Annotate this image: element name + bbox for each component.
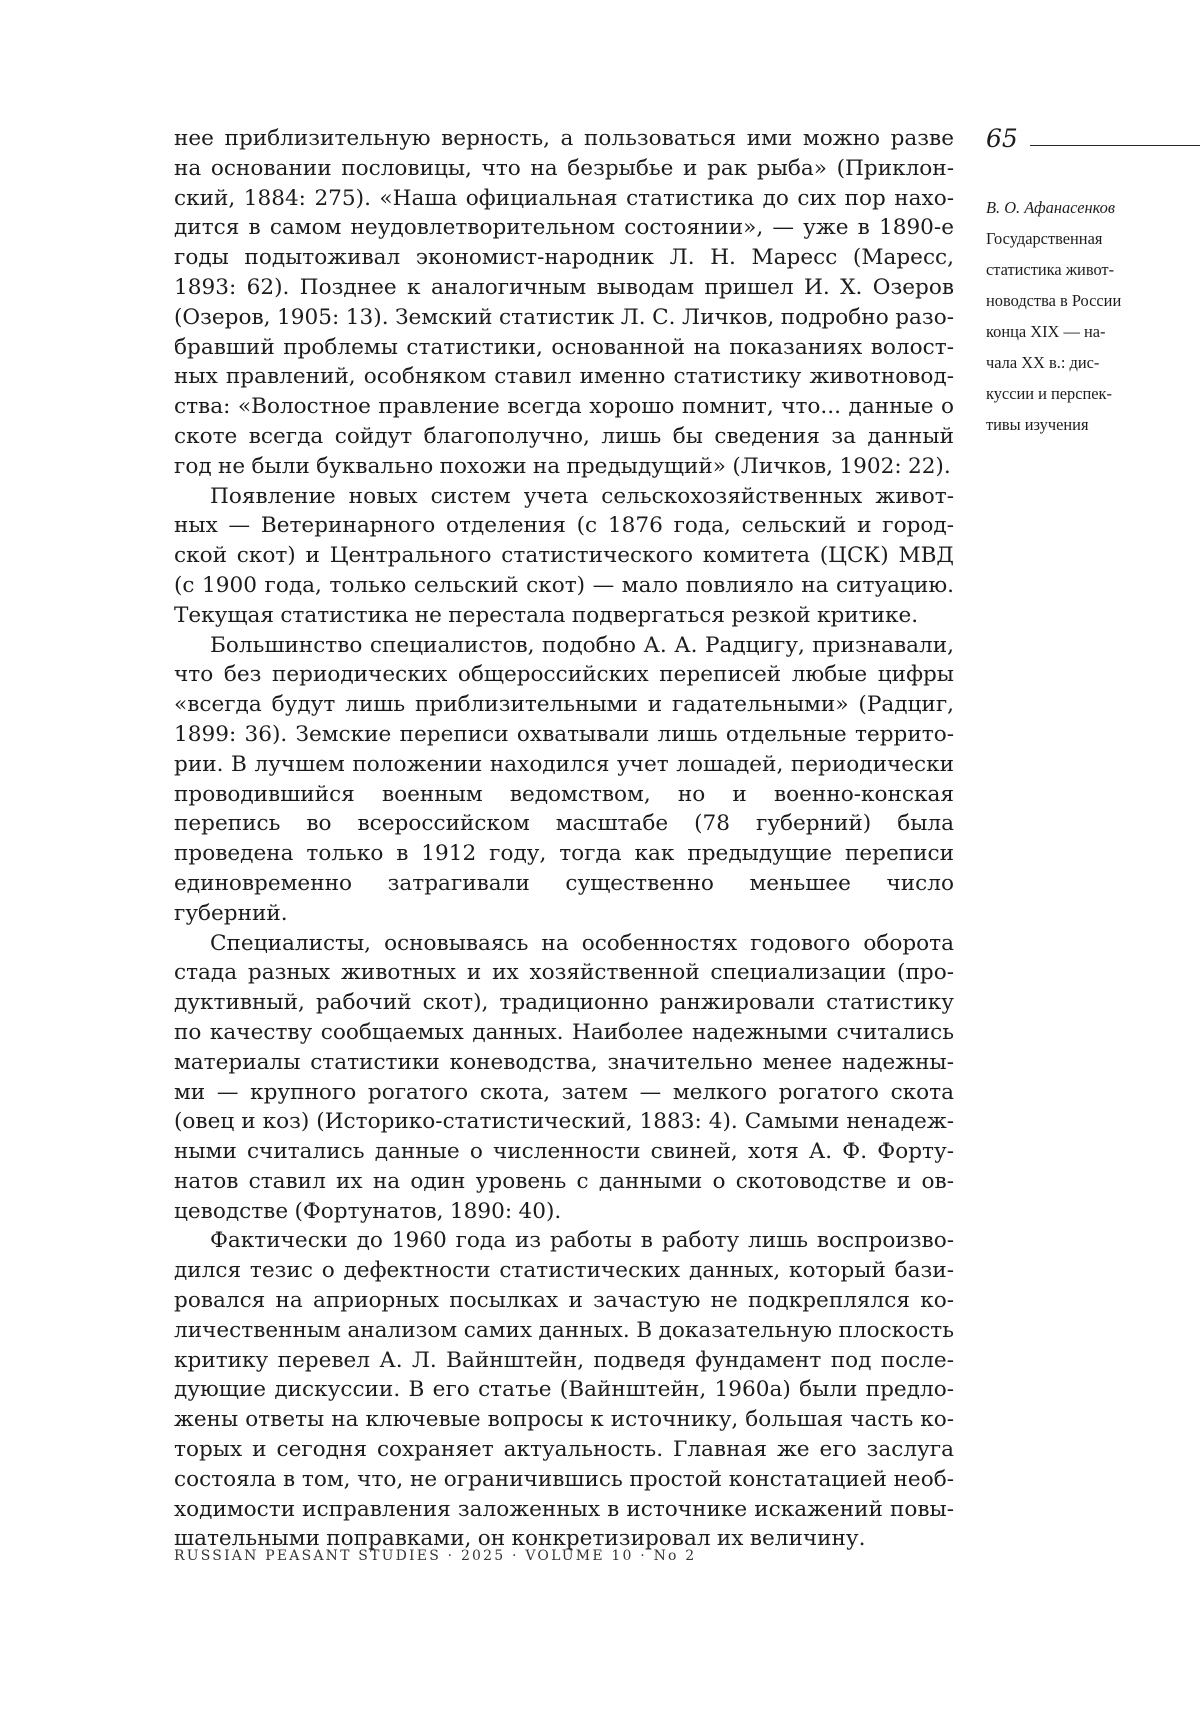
- sidebar-title-line: чала XX в.: дис-: [986, 347, 1186, 378]
- sidebar-author: В. О. Афанасенков: [986, 192, 1186, 223]
- page-number: 65: [986, 124, 1018, 154]
- sidebar-article-title: [986, 223, 1186, 440]
- journal-footer: RUSSIAN PEASANT STUDIES · 2025 · VOLUME 10 · No 2: [174, 1548, 696, 1564]
- paragraph-5: Фактически до 1960 года из работы в работу лишь воспроизво­дился тезис о дефектности статистических данных, который бази­ровался на априорных посылках и зачастую не подкреплялся ко­личественным анализом самих данных. В доказательную плоскость критику перевел А. Л. Вайнштейн, подведя фундамент под после­дующие дискуссии. В его статье (Вайнштейн, 1960а) были предло­жены ответы на ключевые вопросы к источнику, большая часть ко­торых и сегодня сохраняет актуальность. Главная же его заслуга состояла в том, что, не ограничившись простой констатацией необ­ходимости исправления заложенных в источнике искажений повы­шательными поправками, он конкретизировал их величину.: [174, 1226, 954, 1554]
- main-text-column: [174, 124, 954, 1554]
- page-number-rule: [1030, 145, 1200, 146]
- paragraph-4: Специалисты, основываясь на особенностях годового оборота стада разных животных и их хозяйственной специализации (про­дуктивный, рабочий скот), традиционно ранжировали статистику по качеству сообщаемых данных. Наиболее надежными считались материалы статистики коневодства, значительно менее надежны­ми — крупного рогатого скота, затем — мелкого рогатого скота (овец и коз) (Историко-статистический, 1883: 4). Самыми ненадеж­ными считались данные о численности свиней, хотя А. Ф. Форту­натов ставил их на один уровень с данными о скотоводстве и ов­цеводстве (Фортунатов, 1890: 40).: [174, 929, 954, 1227]
- sidebar-title-line: статистика живот-: [986, 254, 1186, 285]
- sidebar-title-line: конца XIX — на-: [986, 316, 1186, 347]
- sidebar-title-line: тивы изучения: [986, 409, 1186, 440]
- sidebar-title-line: новодства в России: [986, 285, 1186, 316]
- running-header-sidebar: [986, 192, 1186, 440]
- paragraph-1: нее приблизительную верность, а пользоваться ими можно разве на основании пословицы, что на безрыбье и рак рыба» (Приклон­ский, 1884: 275). «Наша официальная статистика до сих пор нахо­дится в самом неудовлетворительном состоянии», — уже в 1890-е годы подытоживал экономист-народник Л. Н. Маресс (Маресс, 1893: 62). Позднее к аналогичным выводам пришел И. Х. Озеров (Озеров, 1905: 13). Земский статистик Л. С. Личков, подробно разо­бравший проблемы статистики, основанной на показаниях волост­ных правлений, особняком ставил именно статистику животновод­ства: «Волостное правление всегда хорошо помнит, что... данные о скоте всегда сойдут благополучно, лишь бы сведения за данный год не были буквально похожи на предыдущий» (Личков, 1902: 22).: [174, 124, 954, 482]
- paragraph-2: Появление новых систем учета сельскохозяйственных живот­ных — Ветеринарного отделения (с 1876 года, сельский и город­ской скот) и Центрального статистического комитета (ЦСК) МВД (с 1900 года, только сельский скот) — мало повлияло на ситуацию. Текущая статистика не перестала подвергаться резкой критике.: [174, 482, 954, 631]
- sidebar-title-line: Государственная: [986, 223, 1186, 254]
- paragraph-3: Большинство специалистов, подобно А. А. Радцигу, признава­ли, что без периодических общероссийских переписей любые цифры «всегда будут лишь приблизительными и гадательными» (Радциг, 1899: 36). Земские переписи охватывали лишь отдельные террито­рии. В лучшем положении находился учет лошадей, периодически проводившийся военным ведомством, но и военно-конская перепись во всероссийском масштабе (78 губерний) была проведена только в 1912 году, тогда как предыдущие переписи единовременно затра­гивали существенно меньшее число губерний.: [174, 631, 954, 929]
- sidebar-title-line: куссии и перспек-: [986, 378, 1186, 409]
